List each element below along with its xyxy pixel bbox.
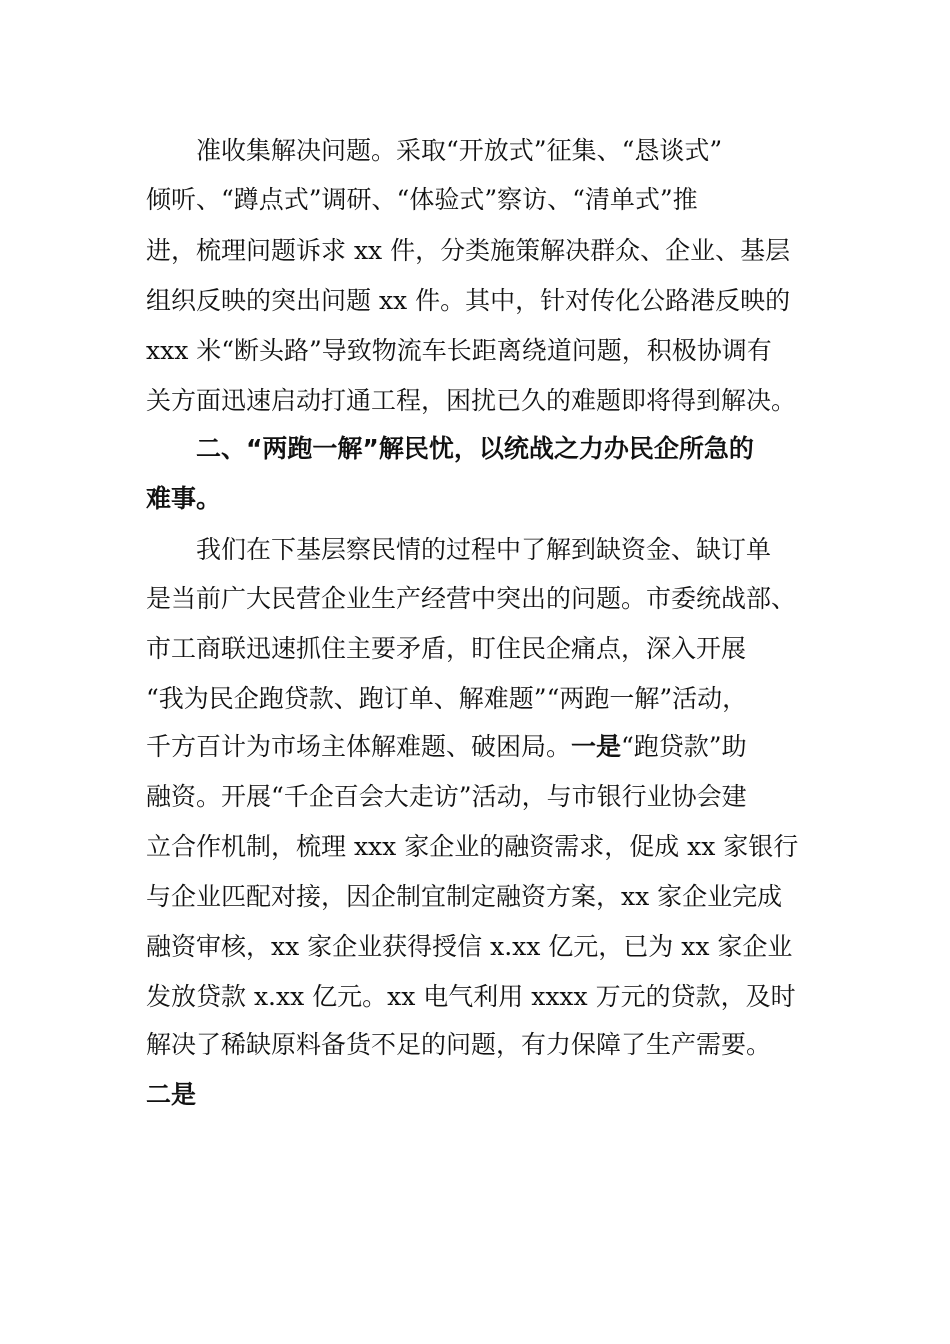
para2-line-3: 市工商联迅速抓住主要矛盾，盯住民企痛点，深入开展 xyxy=(146,634,747,663)
para2-line-9: 融资审核，xx 家企业获得授信 x.xx 亿元，已为 xx 家企业 xyxy=(146,932,793,961)
text-line-1: 准收集解决问题。采取“开放式”征集、“恳谈式” xyxy=(196,136,723,165)
para2-line-7: 立合作机制，梳理 xxx 家企业的融资需求，促成 xx 家银行 xyxy=(146,832,799,861)
text-line-6: 关方面迅速启动打通工程，困扰已久的难题即将得到解决。 xyxy=(146,386,797,415)
section-heading-cont: 难事。 xyxy=(146,484,222,513)
point-one-label: 一是 xyxy=(571,732,622,761)
para2-line-5 xyxy=(146,722,806,772)
para2-line-11: 解决了稀缺原料备货不足的问题，有力保障了生产需要。 xyxy=(146,1030,772,1059)
text-line-3: 进，梳理问题诉求 xx 件，分类施策解决群众、企业、基层 xyxy=(146,236,791,265)
para2-line-6: 融资。开展“千企百会大走访”活动，与市银行业协会建 xyxy=(146,782,747,811)
para2-line-5-prefix: 千方百计为市场主体解难题、破困局。 xyxy=(146,732,572,761)
text-line-2: 倾听、“蹲点式”调研、“体验式”察访、“清单式”推 xyxy=(146,185,698,214)
section-heading: 二、“两跑一解”解民忧，以统战之力办民企所急的 xyxy=(196,434,754,463)
point-two-label: 二是 xyxy=(146,1080,197,1109)
para2-line-10: 发放贷款 x.xx 亿元。xx 电气利用 xxxx 万元的贷款，及时 xyxy=(146,982,796,1011)
para2-line-1: 我们在下基层察民情的过程中了解到缺资金、缺订单 xyxy=(196,535,772,564)
text-line-4: 组织反映的突出问题 xx 件。其中，针对传化公路港反映的 xyxy=(146,286,791,315)
para2-line-5-suffix: “跑贷款”助 xyxy=(621,732,747,761)
para2-line-4: “我为民企跑贷款、跑订单、解难题”“两跑一解”活动， xyxy=(146,684,748,713)
text-line-5: xxx 米“断头路”导致物流车长距离绕道问题，积极协调有 xyxy=(146,336,772,365)
para2-line-2: 是当前广大民营企业生产经营中突出的问题。市委统战部、 xyxy=(146,584,797,613)
para2-line-8: 与企业匹配对接，因企制宜制定融资方案，xx 家企业完成 xyxy=(146,882,783,911)
